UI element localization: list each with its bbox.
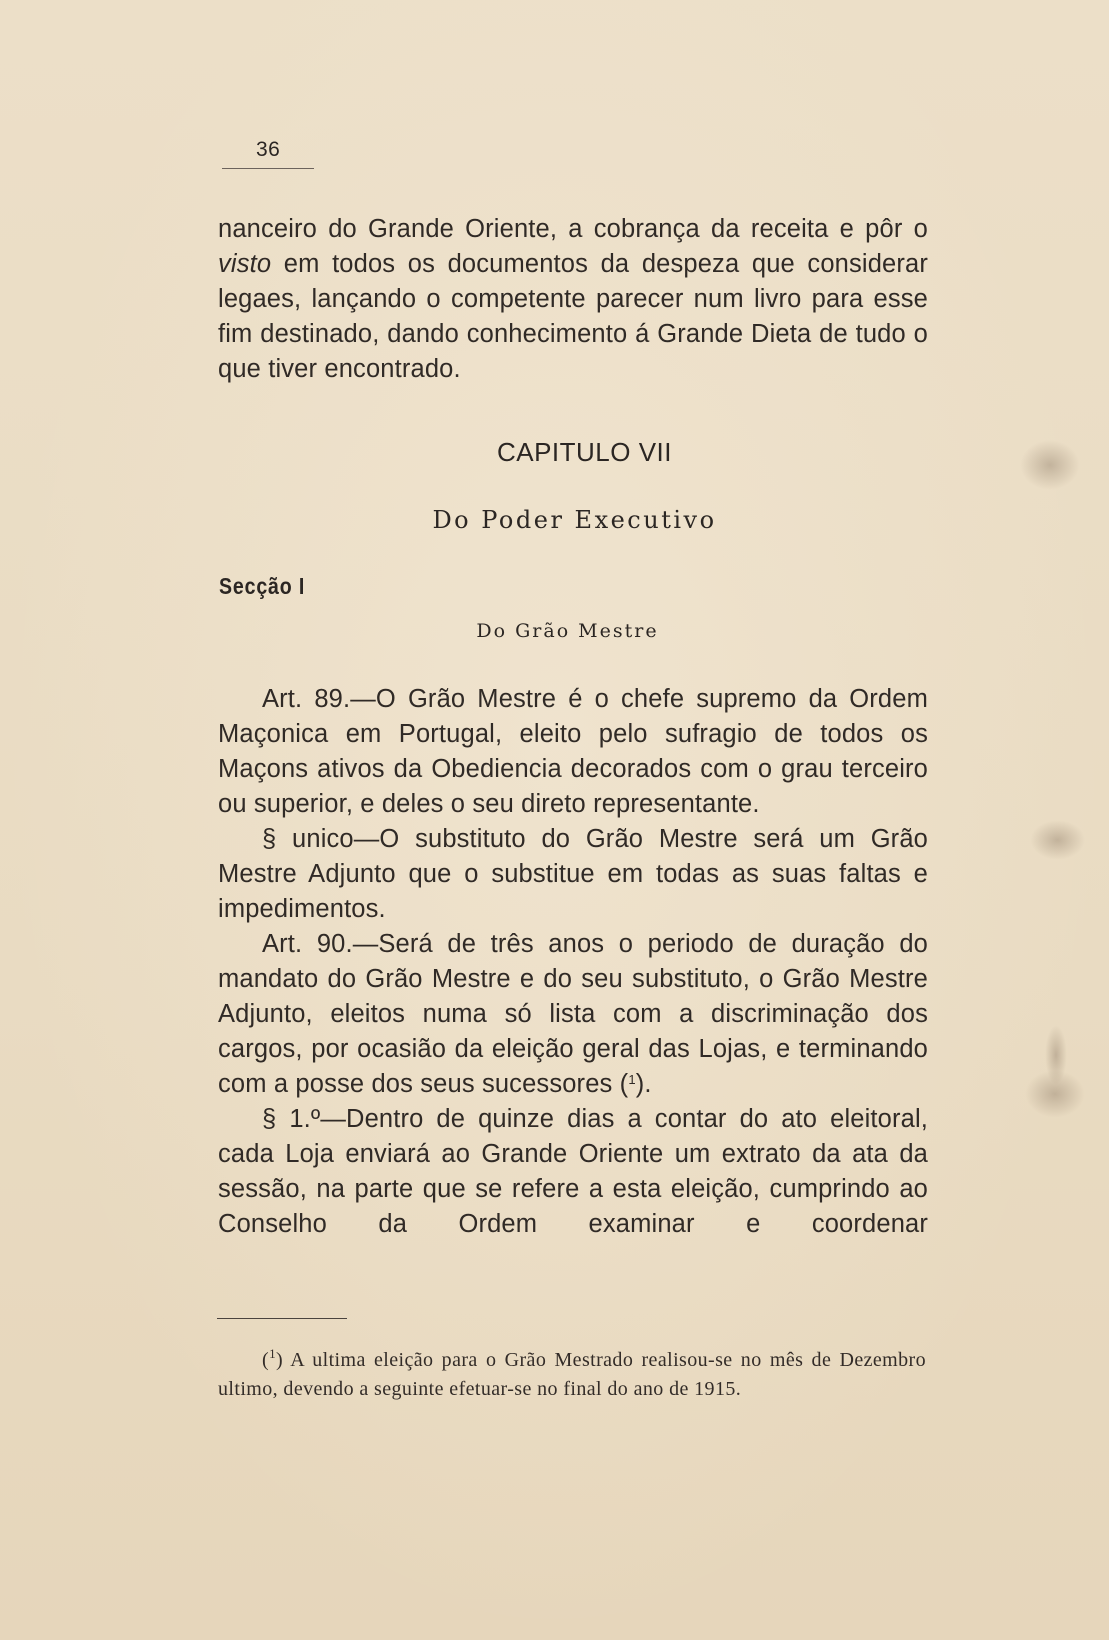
footnote-reference: 1 [628,1072,636,1087]
continuation-text [218,212,928,387]
chapter-title: CAPITULO VII [496,437,673,467]
continuation-after: em todos os documentos da despeza que considerar legaes, lançando o competente parecer num livro para esse fim destinado, dando conhecimento á Grande Dieta de tudo o que tiver encontrado. [218,250,928,383]
article-90-end: ). [635,1070,652,1098]
section-label: Secção I [219,573,306,599]
continuation-paragraph [218,212,928,387]
paper-blemish [1030,820,1085,860]
footnote-text: A ultima eleição para o Grão Mestrado realisou-se no mês de Dezembro ultimo, devendo a seguinte efetuar-se no final do ano de 1915. [218,1349,926,1400]
articles-block [218,682,928,1242]
page-number: 36 [256,138,281,161]
continuation-before: nanceiro do Grande Oriente, a cobrança da receita e pôr o [218,215,928,243]
footnote-marker: 1 [269,1346,276,1361]
section-subtitle: Do Grão Mestre [476,620,659,642]
chapter-subtitle: Do Poder Executivo [432,506,717,534]
article-89-paragraph-unico: § unico—O substituto do Grão Mestre será um Grão Mestre Adjunto que o substitue em todas as suas faltas e impedimentos. [218,825,928,923]
footnote: ($^1$) A ultima eleição para o Grão Mestrado realisou-se no mês de Dezembro ultimo, devendo a seguinte efetuar-se no final do ano de 1915. [218,1346,926,1400]
footnote-rule [217,1318,347,1319]
article-90 [218,927,928,1102]
article-89: Art. 89.—O Grão Mestre é o chefe supremo da Ordem Maçonica em Portugal, eleito pelo sufragio de todos os Maçons ativos da Obediencia decorados com o grau terceiro ou superior, e deles o seu direto representante. [218,685,928,818]
paper-blemish [1045,1025,1067,1085]
article-90-paragraph-1: § 1.º—Dentro de quinze dias a contar do ato eleitoral, cada Loja enviará ao Grande Oriente um extrato da ata da sessão, na parte que se refere a esta eleição, cumprindo ao Conselho da Ordem examinar e coordenar [218,1105,928,1238]
page-number-rule [222,168,314,169]
italic-word: visto [218,250,272,278]
article-90-text: Art. 90.—Será de três anos o periodo de duração do mandato do Grão Mestre e do seu substituto, o Grão Mestre Adjunto, eleitos numa só lista com a discriminação dos cargos, por ocasião da eleição geral das Lojas, e terminando com a posse dos seus sucessores ( [218,930,928,1098]
